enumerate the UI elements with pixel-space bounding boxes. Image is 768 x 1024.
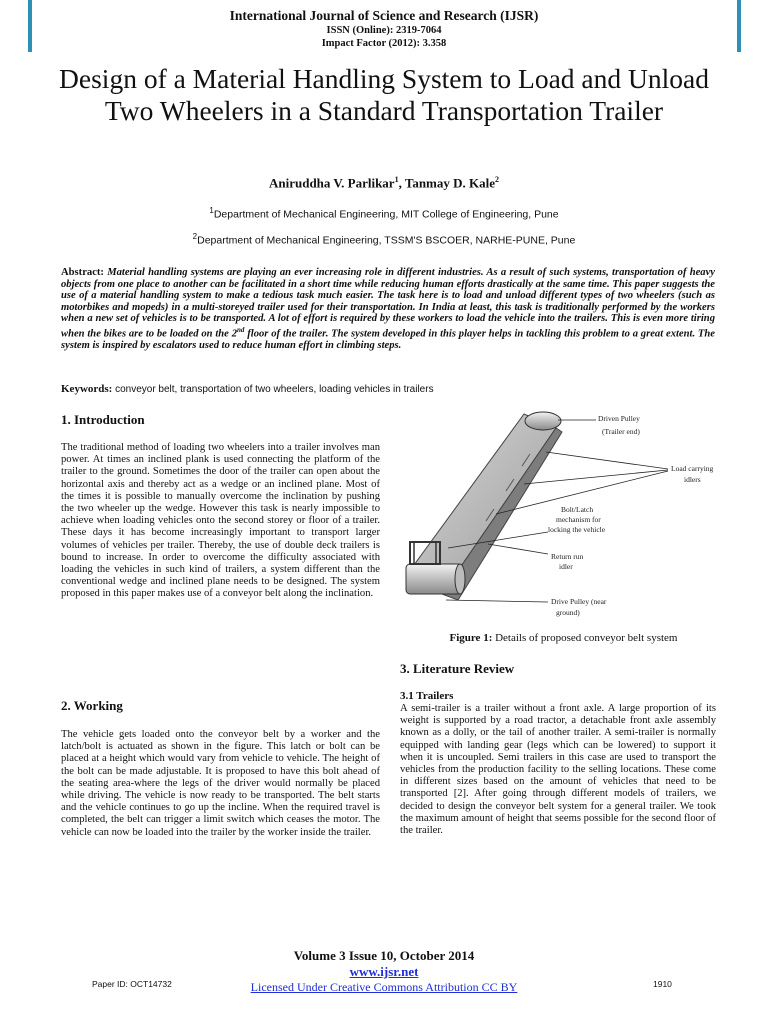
working-text: The vehicle gets loaded onto the conveyor belt by a worker and the latch/bolt is actuated as shown in the figure. This latch or bolt can be placed at a height which would vary from vehicle to vehicle. The height of the bolt can be made adjustable. It is proposed to have this bolt ahead of the seating area-where the legs of the driver would normally be placed while driving. The vehicle is now ready to be transported. The belt starts and the vehicle continues to go up the incline. When the required travel is completed, the belt can trigger a limit switch which ceases the motor. The vehicle can now be loaded into the trailer by the worker inside the trailer. <box>61 729 380 838</box>
callout-return-idler-note: idler <box>559 562 573 571</box>
conveyor-belt-drawing <box>406 412 562 600</box>
author-1-sup: 1 <box>394 175 399 184</box>
abstract-text-b: floor of the trailer. The system developed in this player helps in tackling this problem to a great extent. The system is inspired by escalators used to reduce human effort in climbing steps. <box>61 328 715 351</box>
callout-load-idlers-note: idlers <box>684 475 701 484</box>
page-number: 1910 <box>653 979 672 989</box>
affiliation-1 <box>0 206 768 221</box>
callout-bolt-latch-line2: mechanism for <box>556 515 601 524</box>
author-2: Tanmay D. Kale <box>404 175 496 191</box>
callout-return-idler: Return run <box>551 552 584 561</box>
paper-title: Design of a Material Handling System to Load and Unload Two Wheelers in a Standard Transportation Trailer <box>59 63 709 126</box>
callout-load-idlers: Load carrying <box>671 464 714 473</box>
section-heading-literature-review: 3. Literature Review <box>400 661 515 676</box>
journal-website-link[interactable]: www.ijsr.net <box>349 964 419 979</box>
callout-driven-pulley-note: (Trailer end) <box>602 427 640 436</box>
author-1: Aniruddha V. Parlikar <box>268 175 395 191</box>
figure-caption-text: Details of proposed conveyor belt system <box>492 632 678 644</box>
affiliation-1-text: Department of Mechanical Engineering, MIT College of Engineering, Pune <box>213 208 559 221</box>
author-separator: , <box>398 175 405 191</box>
trailers-text: A semi-trailer is a trailer without a front axle. A large proportion of its weight is supported by a road tractor, a detachable front axle assembly known as a dolly, or the tail of another trailer. A semi-trailer is normally equipped with landing gear (legs which can be lowered) to support it when it is uncoupled. Semi trailers in this case are used to transport the vehicles from the production facility to the selling locations. These come in different sizes based on the amount of vehicles that need to be transported [2]. After going through different models of trailers, we decided to design the conveyor belt system for a general trailer. We took the maximum amount of height that seems possible for the second floor of the trailer. <box>400 703 716 837</box>
abstract-text-a: Material handling systems are playing an ever increasing role in different industries. As a result of such systems, transportation of heavy objects from one place to another can be facilitated in a short time while reducing human efforts drastically at the same time. This paper suggests the use of a material handling system to make a tedious task much easier. The task here is to load and unload different types of two wheelers (such as motorbikes and mopeds) in a multi-storeyed trailer used for their transportation. In India at least, this task is traditionally performed by the workers when a new set of vehicles is to be transported. A lot of effort is required by these workers to load the vehicle into the trailers. This is even more tiring when the bikes are to be loaded on the 2 <box>61 267 715 340</box>
author-2-sup: 2 <box>495 175 500 184</box>
figure-caption-label: Figure 1: <box>449 632 493 644</box>
affiliation-2-sup: 2 <box>192 232 198 241</box>
license-link[interactable]: Licensed Under Creative Commons Attribution CC BY <box>250 980 518 994</box>
affiliation-2-text: Department of Mechanical Engineering, TSSM'S BSCOER, NARHE-PUNE, Pune <box>197 234 576 247</box>
journal-header <box>0 8 768 50</box>
issn: ISSN (Online): 2319-7064 <box>326 25 442 36</box>
keywords-label: Keywords: <box>61 383 113 395</box>
callout-driven-pulley: Driven Pulley <box>598 414 640 423</box>
abstract-label: Abstract: <box>61 267 104 278</box>
subsection-heading-trailers: 3.1 Trailers <box>400 690 454 702</box>
callout-drive-pulley-note: ground) <box>556 608 580 617</box>
introduction-text: The traditional method of loading two wheelers into a trailer involves man power. At times an inclined plank is used connecting the platform of the trailer to the ground. Sometimes the door of the trailer can open about the horizontal axis and thereby act as a wedge or an inclined plane. Most of the times it is possible to manually overcome the inclination by pushing the two wheeler up the wedge. However this task is nearly impossible to achieve when loading vehicles onto the second storey or floor of a trailer. These days it has become increasingly important to transport larger volumes of vehicles per trailer. Thereby, the use of double deck trailers is bound to increase. In order to overcome the difficulty associated with loading the vehicles in such kind of trailers, a system different than the conventional wedge and inclined plane needs to be designed. The system proposed in this paper makes use of a conveyor belt along the inclination. <box>61 442 380 600</box>
impact-factor: Impact Factor (2012): 3.358 <box>321 38 447 49</box>
affiliation-2 <box>0 232 768 247</box>
affiliation-1-sup: 1 <box>209 206 214 215</box>
paper-id: Paper ID: OCT14732 <box>92 979 172 989</box>
callout-bolt-latch-line3: locking the vehicle <box>548 525 606 534</box>
keywords-text: conveyor belt, transportation of two wheelers, loading vehicles in trailers <box>115 384 434 395</box>
conveyor-diagram <box>396 404 731 630</box>
volume-issue: Volume 3 Issue 10, October 2014 <box>293 948 475 963</box>
abstract <box>61 267 715 351</box>
journal-name: International Journal of Science and Research (IJSR) <box>229 8 539 23</box>
callout-bolt-latch: Bolt/Latch <box>561 505 594 514</box>
section-heading-introduction: 1. Introduction <box>61 412 145 427</box>
section-heading-working: 2. Working <box>61 698 123 713</box>
figure-caption <box>396 632 731 644</box>
keywords <box>61 383 715 395</box>
callout-drive-pulley: Drive Pulley (near <box>551 597 607 606</box>
author-line <box>0 175 768 191</box>
figure-conveyor-belt <box>396 404 731 630</box>
abstract-sup: nd <box>237 325 245 334</box>
